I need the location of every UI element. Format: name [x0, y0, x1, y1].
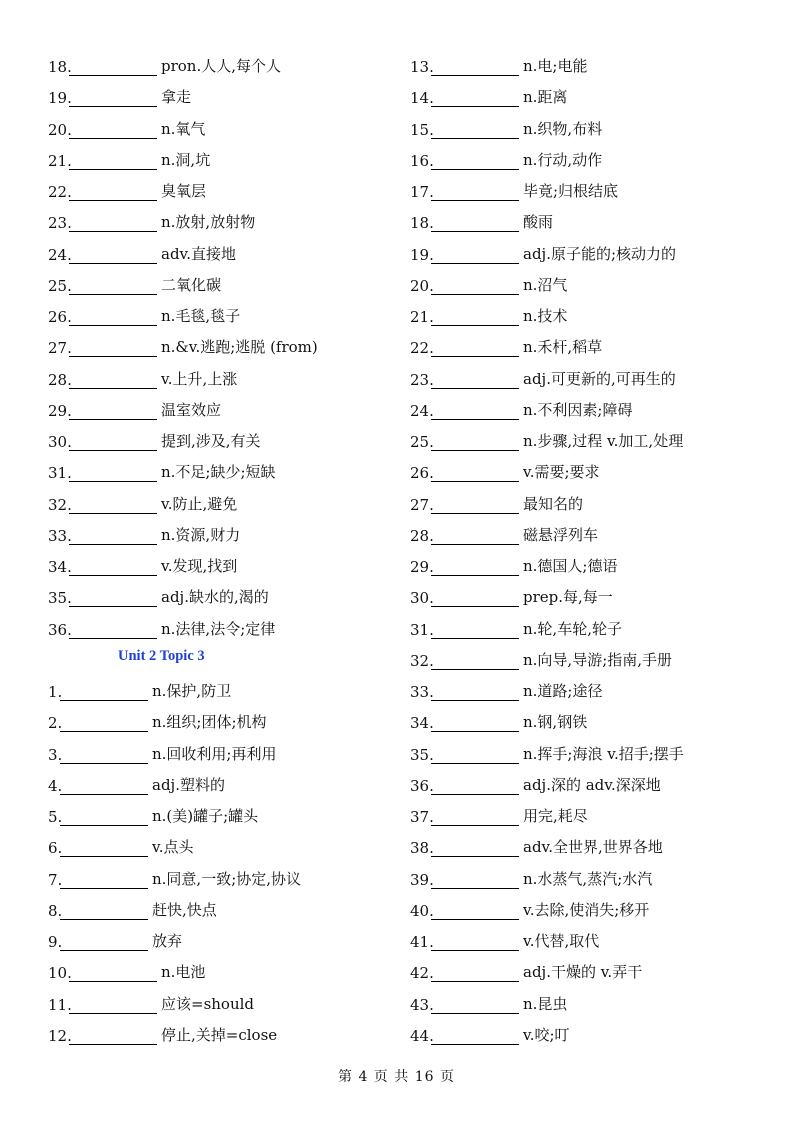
item-definition: n.电池 — [161, 963, 206, 982]
vocab-row — [410, 771, 661, 795]
item-definition: 停止,关掉=close — [161, 1025, 278, 1044]
answer-blank[interactable] — [69, 621, 157, 639]
vocab-row — [410, 333, 602, 357]
item-definition: n.向导,导游;指南,手册 — [523, 650, 673, 669]
answer-blank[interactable] — [69, 558, 157, 576]
answer-blank[interactable] — [60, 746, 148, 764]
vocab-row — [48, 521, 240, 545]
item-number: 9. — [48, 933, 63, 951]
answer-blank[interactable] — [431, 121, 519, 139]
item-definition: n.水蒸气,蒸汽;水汽 — [523, 869, 653, 888]
vocab-row — [48, 740, 276, 764]
item-definition: v.去除,使消失;移开 — [523, 900, 650, 919]
item-number: 13. — [410, 58, 434, 76]
item-number: 12. — [48, 1026, 72, 1045]
vocab-row — [410, 865, 652, 889]
item-number: 17. — [410, 183, 434, 201]
answer-blank[interactable] — [69, 308, 157, 326]
vocab-row — [410, 990, 567, 1014]
item-number: 33. — [410, 683, 434, 701]
item-number: 29. — [410, 558, 434, 576]
item-definition: adv.直接地 — [161, 244, 237, 263]
item-definition: n.沼气 — [523, 275, 568, 294]
vocab-row — [48, 771, 225, 795]
answer-blank[interactable] — [431, 1027, 519, 1045]
item-number: 29. — [48, 401, 72, 420]
item-number: 25. — [410, 433, 434, 451]
item-definition: 应该=should — [161, 994, 255, 1013]
item-number: 36. — [410, 776, 434, 795]
answer-blank[interactable] — [69, 464, 157, 482]
answer-blank[interactable] — [69, 527, 157, 545]
item-number: 31. — [410, 620, 434, 639]
vocab-row — [48, 865, 301, 889]
vocab-row — [48, 896, 217, 920]
item-definition: n.道路;途径 — [523, 682, 603, 700]
answer-blank[interactable] — [431, 183, 519, 201]
vocab-row — [410, 552, 617, 576]
item-number: 18. — [410, 214, 434, 233]
item-number: 35. — [410, 745, 434, 764]
item-number: 23. — [410, 370, 434, 389]
answer-blank[interactable] — [69, 214, 157, 232]
item-number: 40. — [410, 901, 434, 920]
item-definition: n.放射,放射物 — [161, 213, 256, 232]
vocab-row — [48, 83, 191, 107]
item-definition: n.禾杆,稻草 — [523, 338, 603, 357]
item-number: 8. — [48, 901, 63, 920]
item-number: 5. — [48, 808, 63, 826]
item-number: 3. — [48, 745, 63, 764]
answer-blank[interactable] — [431, 464, 519, 482]
vocab-row — [48, 333, 318, 357]
item-definition: n.步骤,过程 v.加工,处理 — [523, 432, 684, 450]
item-number: 4. — [48, 776, 63, 795]
vocab-row — [410, 396, 632, 420]
item-definition: v.点头 — [152, 838, 194, 857]
item-number: 24. — [48, 245, 72, 264]
item-number: 32. — [48, 495, 72, 514]
item-definition: 温室效应 — [161, 400, 222, 419]
item-definition: n.轮,车轮,轮子 — [523, 619, 622, 638]
item-definition: n.法律,法令;定律 — [161, 619, 276, 638]
answer-blank[interactable] — [431, 808, 519, 826]
vocab-row — [410, 115, 602, 139]
item-number: 23. — [48, 214, 72, 233]
answer-blank[interactable] — [431, 839, 519, 857]
item-number: 42. — [410, 964, 434, 983]
answer-blank[interactable] — [431, 558, 519, 576]
item-definition: n.挥手;海浪 v.招手;摆手 — [523, 744, 684, 763]
item-number: 44. — [410, 1026, 434, 1045]
item-definition: n.洞,坑 — [161, 150, 211, 169]
item-number: 35. — [48, 589, 72, 608]
item-definition: v.发现,找到 — [161, 557, 238, 575]
answer-blank[interactable] — [69, 183, 157, 201]
answer-blank[interactable] — [431, 871, 519, 889]
answer-blank[interactable] — [60, 902, 148, 920]
answer-blank[interactable] — [431, 152, 519, 170]
item-definition: v.需要;要求 — [523, 463, 600, 482]
page-footer: 第 4 页 共 16 页 — [338, 1069, 455, 1085]
item-number: 34. — [410, 714, 434, 733]
vocab-row — [410, 802, 588, 826]
item-definition: 提到,涉及,有关 — [161, 432, 261, 450]
vocab-row — [410, 490, 583, 514]
answer-blank[interactable] — [69, 246, 157, 264]
item-number: 7. — [48, 870, 63, 889]
vocab-row — [48, 302, 240, 326]
item-definition: adj.原子能的;核动力的 — [523, 244, 677, 263]
item-definition: 拿走 — [161, 88, 192, 107]
vocab-row — [48, 490, 237, 514]
answer-blank[interactable] — [60, 777, 148, 795]
item-number: 27. — [48, 339, 72, 358]
answer-blank[interactable] — [431, 89, 519, 107]
section-heading: Unit 2 Topic 3 — [118, 648, 205, 664]
vocab-row — [48, 365, 237, 389]
item-definition: adj.缺水的,渴的 — [161, 588, 269, 607]
answer-blank[interactable] — [69, 89, 157, 107]
item-definition: 放弃 — [152, 932, 183, 950]
answer-blank[interactable] — [431, 933, 519, 951]
item-number: 38. — [410, 839, 434, 858]
item-number: 36. — [48, 620, 72, 639]
item-number: 14. — [410, 89, 434, 108]
item-definition: 磁悬浮列车 — [523, 525, 599, 544]
vocab-row — [410, 740, 684, 764]
answer-blank[interactable] — [60, 714, 148, 732]
vocab-row — [410, 896, 649, 920]
answer-blank[interactable] — [431, 589, 519, 607]
item-definition: n.距离 — [523, 88, 568, 107]
answer-blank[interactable] — [431, 527, 519, 545]
item-definition: v.咬;叮 — [523, 1025, 570, 1044]
item-definition: 赶快,快点 — [152, 900, 217, 919]
item-definition: adj.干燥的 v.弄干 — [523, 963, 643, 982]
answer-blank[interactable] — [69, 58, 157, 76]
answer-blank[interactable] — [431, 996, 519, 1014]
answer-blank[interactable] — [431, 496, 519, 514]
vocab-row — [410, 302, 567, 326]
answer-blank[interactable] — [69, 402, 157, 420]
item-number: 39. — [410, 870, 434, 889]
vocab-row — [48, 146, 210, 170]
item-definition: v.防止,避免 — [161, 494, 238, 513]
item-number: 32. — [410, 651, 434, 670]
item-number: 34. — [48, 558, 72, 576]
item-definition: n.毛毯,毯子 — [161, 307, 241, 325]
vocab-row — [48, 396, 221, 420]
item-definition: adj.塑料的 — [152, 775, 225, 794]
answer-blank[interactable] — [431, 246, 519, 264]
item-definition: 臭氧层 — [161, 182, 207, 200]
answer-blank[interactable] — [431, 214, 519, 232]
answer-blank[interactable] — [431, 777, 519, 795]
item-number: 31. — [48, 464, 72, 483]
vocab-row — [410, 52, 587, 76]
answer-blank[interactable] — [431, 714, 519, 732]
vocab-row — [48, 833, 193, 857]
item-number: 33. — [48, 526, 72, 545]
item-number: 27. — [410, 495, 434, 514]
item-definition: n.不利因素;障碍 — [523, 400, 633, 419]
answer-blank[interactable] — [69, 371, 157, 389]
item-number: 28. — [48, 370, 72, 389]
answer-blank[interactable] — [60, 683, 148, 701]
item-number: 6. — [48, 839, 63, 858]
item-definition: 酸雨 — [523, 213, 554, 232]
vocab-row — [48, 802, 258, 826]
item-definition: 毕竟;归根结底 — [523, 182, 619, 200]
item-definition: n.技术 — [523, 307, 568, 325]
item-number: 26. — [48, 308, 72, 326]
item-number: 11. — [48, 995, 72, 1014]
item-number: 19. — [410, 245, 434, 264]
vocab-row — [48, 208, 255, 232]
vocab-row — [410, 646, 672, 670]
item-definition: n.资源,财力 — [161, 525, 241, 544]
item-number: 22. — [48, 183, 72, 201]
item-definition: adj.可更新的,可再生的 — [523, 369, 676, 388]
answer-blank[interactable] — [69, 964, 157, 982]
vocab-row — [410, 240, 676, 264]
item-definition: adj.深的 adv.深深地 — [523, 775, 661, 794]
item-number: 30. — [410, 589, 434, 608]
item-definition: n.行动,动作 — [523, 150, 603, 169]
item-number: 18. — [48, 58, 72, 76]
vocab-row — [48, 552, 237, 576]
vocab-row — [48, 1021, 277, 1045]
answer-blank[interactable] — [431, 402, 519, 420]
vocab-row — [48, 240, 236, 264]
item-number: 21. — [48, 151, 72, 170]
item-number: 26. — [410, 464, 434, 483]
item-definition: n.回收利用;再利用 — [152, 744, 277, 763]
vocab-row — [48, 115, 205, 139]
item-number: 24. — [410, 401, 434, 420]
answer-blank[interactable] — [431, 746, 519, 764]
item-number: 15. — [410, 120, 434, 139]
item-number: 41. — [410, 933, 434, 951]
vocab-row — [410, 583, 613, 607]
item-definition: n.氧气 — [161, 119, 206, 138]
vocab-row — [410, 427, 683, 451]
item-definition: n.不足;缺少;短缺 — [161, 463, 276, 482]
vocab-row — [48, 615, 275, 639]
vocab-row — [48, 927, 182, 951]
answer-blank[interactable] — [431, 308, 519, 326]
answer-blank[interactable] — [69, 1027, 157, 1045]
item-definition: n.德国人;德语 — [523, 557, 618, 575]
item-definition: n.&v.逃跑;逃脱 (from) — [161, 338, 318, 357]
item-definition: 用完,耗尽 — [523, 807, 588, 825]
vocab-row — [410, 708, 587, 732]
item-definition: n.钢,钢铁 — [523, 713, 588, 732]
item-definition: n.同意,一致;协定,协议 — [152, 869, 302, 888]
answer-blank[interactable] — [69, 996, 157, 1014]
vocab-row — [48, 427, 261, 451]
item-number: 20. — [48, 120, 72, 139]
item-definition: v.代替,取代 — [523, 932, 600, 950]
item-definition: prep.每,每一 — [523, 588, 613, 607]
vocab-row — [410, 271, 567, 295]
answer-blank[interactable] — [69, 496, 157, 514]
item-definition: n.(美)罐子;罐头 — [152, 807, 259, 825]
item-number: 25. — [48, 276, 72, 295]
vocab-row — [410, 83, 567, 107]
vocab-row — [410, 521, 598, 545]
answer-blank[interactable] — [431, 652, 519, 670]
item-definition: n.组织;团体;机构 — [152, 713, 267, 732]
vocab-row — [410, 208, 553, 232]
item-number: 37. — [410, 808, 434, 826]
item-definition: n.织物,布料 — [523, 119, 603, 138]
item-number: 19. — [48, 89, 72, 108]
vocab-row — [410, 146, 602, 170]
answer-blank[interactable] — [60, 871, 148, 889]
answer-blank[interactable] — [431, 58, 519, 76]
vocab-row — [410, 677, 602, 701]
vocab-row — [48, 177, 206, 201]
item-definition: n.昆虫 — [523, 994, 568, 1013]
vocab-row — [48, 458, 276, 482]
item-definition: pron.人人,每个人 — [161, 57, 282, 75]
vocab-row — [48, 583, 269, 607]
item-number: 20. — [410, 276, 434, 295]
item-definition: adv.全世界,世界各地 — [523, 838, 663, 857]
vocab-row — [410, 833, 663, 857]
vocab-row — [410, 458, 600, 482]
vocab-row — [410, 365, 676, 389]
vocab-row — [410, 177, 618, 201]
vocab-row — [48, 271, 221, 295]
vocab-row — [410, 927, 599, 951]
vocab-row — [410, 615, 622, 639]
item-number: 21. — [410, 308, 434, 326]
answer-blank[interactable] — [60, 839, 148, 857]
answer-blank[interactable] — [69, 121, 157, 139]
answer-blank[interactable] — [431, 683, 519, 701]
answer-blank[interactable] — [60, 808, 148, 826]
answer-blank[interactable] — [431, 277, 519, 295]
item-definition: 二氧化碳 — [161, 275, 222, 294]
item-number: 1. — [48, 683, 63, 701]
item-definition: n.保护,防卫 — [152, 682, 232, 700]
answer-blank[interactable] — [431, 371, 519, 389]
item-number: 10. — [48, 964, 72, 983]
vocab-row — [48, 990, 254, 1014]
vocab-row — [48, 52, 281, 76]
answer-blank[interactable] — [431, 902, 519, 920]
item-definition: 最知名的 — [523, 494, 584, 513]
item-number: 22. — [410, 339, 434, 358]
item-number: 30. — [48, 433, 72, 451]
item-number: 16. — [410, 151, 434, 170]
vocab-row — [410, 1021, 570, 1045]
answer-blank[interactable] — [69, 433, 157, 451]
vocab-row — [48, 958, 205, 982]
answer-blank[interactable] — [60, 933, 148, 951]
item-definition: n.电;电能 — [523, 57, 588, 75]
item-number: 2. — [48, 714, 63, 733]
answer-blank[interactable] — [69, 277, 157, 295]
answer-blank[interactable] — [69, 339, 157, 357]
answer-blank[interactable] — [431, 339, 519, 357]
item-number: 28. — [410, 526, 434, 545]
answer-blank[interactable] — [431, 964, 519, 982]
item-number: 43. — [410, 995, 434, 1014]
answer-blank[interactable] — [431, 621, 519, 639]
answer-blank[interactable] — [69, 152, 157, 170]
answer-blank[interactable] — [431, 433, 519, 451]
vocab-row — [410, 958, 642, 982]
vocab-row — [48, 677, 231, 701]
item-definition: v.上升,上涨 — [161, 369, 238, 388]
answer-blank[interactable] — [69, 589, 157, 607]
vocab-row — [48, 708, 267, 732]
